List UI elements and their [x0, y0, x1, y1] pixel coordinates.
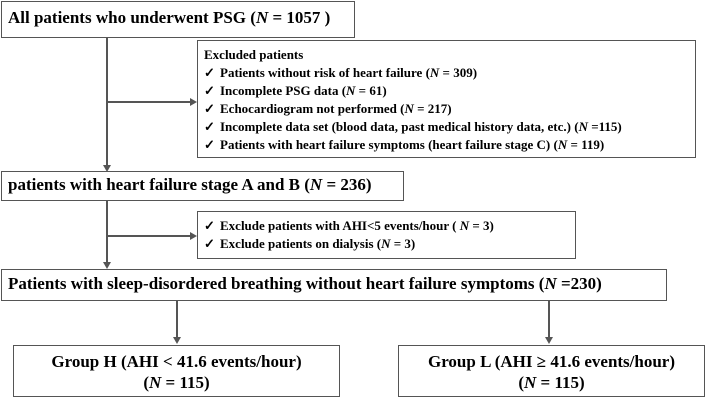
- excluded-item: ✓ Echocardiogram not performed (N = 217): [204, 101, 452, 116]
- excluded-item: ✓ Incomplete PSG data (N = 61): [204, 83, 387, 98]
- sleep-disordered-box: [1, 269, 667, 301]
- arrow-down-to-box3: [103, 262, 111, 269]
- group-h-title: Group H (AHI < 41.6 events/hour): [51, 352, 302, 371]
- check-icon: ✓: [204, 65, 215, 80]
- group-h-count: (N = 115): [143, 373, 210, 392]
- stage-a-b-text: patients with heart failure stage A and B (N = 236): [8, 175, 372, 194]
- main-vertical-line-1: [106, 38, 108, 167]
- excluded-item: ✓ Patients with heart failure symptoms (heart failure stage C) (N = 119): [204, 137, 605, 152]
- check-icon: ✓: [204, 218, 215, 233]
- exclusion-box-2: [197, 211, 576, 259]
- branch-line-2: [106, 235, 191, 237]
- group-h-box: [13, 345, 340, 397]
- all-patients-box: [1, 1, 355, 38]
- excluded-patients-box: [197, 40, 696, 158]
- check-icon: ✓: [204, 101, 215, 116]
- check-icon: ✓: [204, 236, 215, 251]
- stage-a-b-box: [1, 171, 404, 201]
- branch-line-1: [106, 101, 191, 103]
- excluded-title: Excluded patients: [204, 47, 304, 62]
- check-icon: ✓: [204, 119, 215, 134]
- check-icon: ✓: [204, 137, 215, 152]
- excluded-item: ✓ Incomplete data set (blood data, past medical history data, etc.) (N =115): [204, 119, 622, 134]
- arrow-right-to-excluded2: [190, 232, 197, 240]
- group-l-title: Group L (AHI ≥ 41.6 events/hour): [427, 352, 676, 371]
- vertical-line-to-groupH: [176, 301, 178, 339]
- excluded-item: ✓ Exclude patients with AHI<5 events/hour ( N = 3): [204, 218, 494, 233]
- group-l-box: [398, 345, 705, 397]
- all-patients-text: All patients who underwent PSG (N = 1057 ): [8, 8, 331, 27]
- check-icon: ✓: [204, 83, 215, 98]
- arrow-down-to-groupL: [545, 337, 553, 344]
- main-vertical-line-2: [106, 198, 108, 263]
- arrow-right-to-excluded1: [190, 98, 197, 106]
- sleep-disordered-text: Patients with sleep-disordered breathing without heart failure symptoms (N =230): [8, 274, 602, 293]
- excluded-item: ✓ Patients without risk of heart failure (N = 309): [204, 65, 478, 80]
- vertical-line-to-groupL: [548, 301, 550, 339]
- excluded-item: ✓ Exclude patients on dialysis (N = 3): [204, 236, 416, 251]
- arrow-down-to-groupH: [173, 337, 181, 344]
- group-l-count: (N = 115): [518, 373, 585, 392]
